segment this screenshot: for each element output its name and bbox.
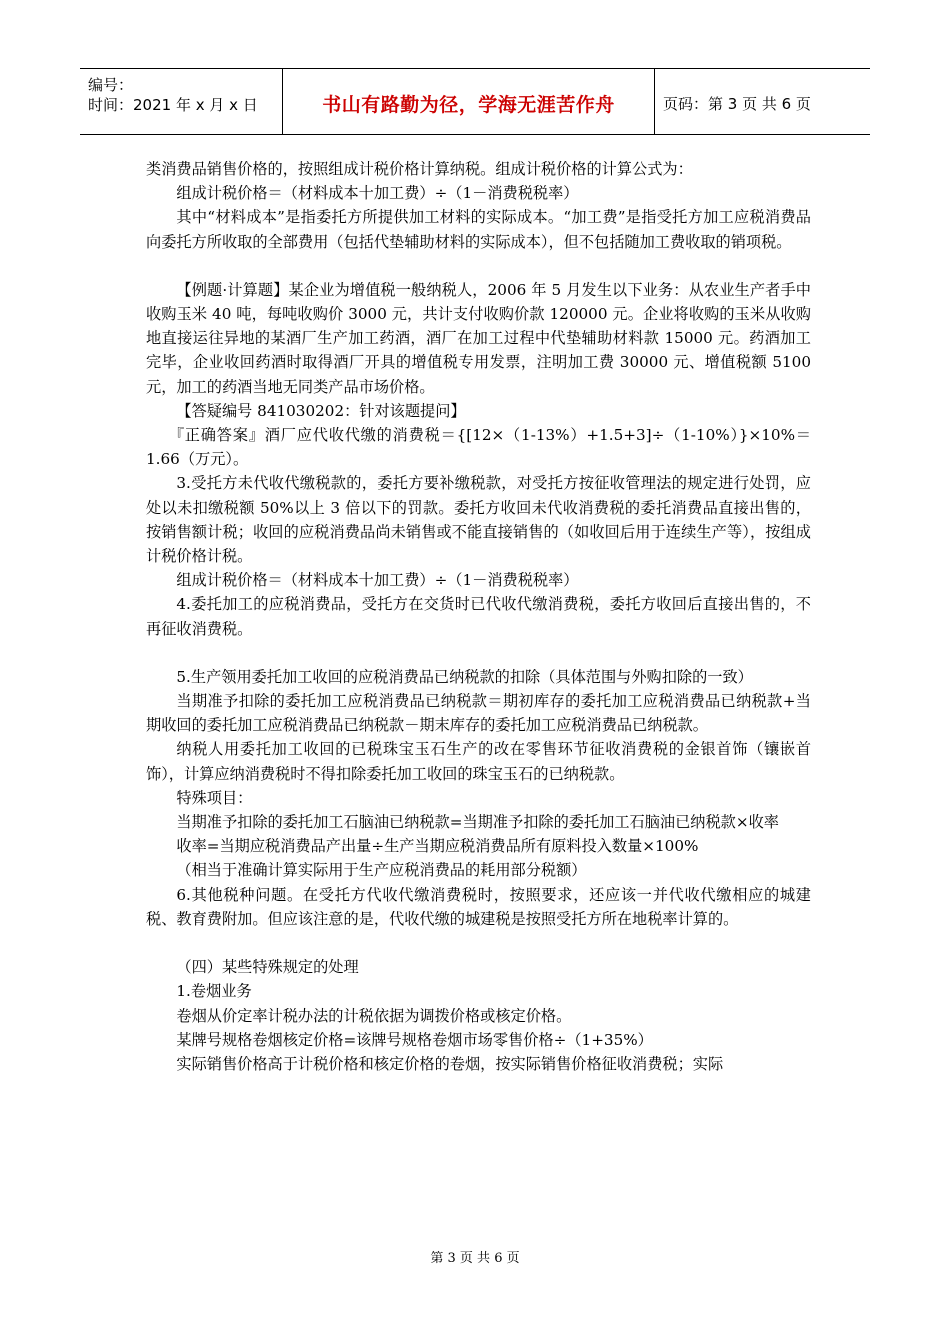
formula-line: 某牌号规格卷烟核定价格=该牌号规格卷烟市场零售价格÷（1+35%） xyxy=(176,1030,653,1049)
document-date-label: 时间：2021 年 x 月 x 日 xyxy=(88,96,258,114)
paragraph: 6.其他税种问题。在受托方代收代缴消费税时，按照要求，还应该一并代收代缴相应的城建税、教育费附加。但应该注意的是，代收代缴的城建税是按照受托方所在地税率计算的。 xyxy=(146,885,811,928)
paragraph: 3.受托方未代收代缴税款的，委托方要补缴税款，对受托方按征收管理法的规定进行处罚，应处以未扣缴税额 50%以上 3 倍以下的罚款。委托方收回未代收消费税的委托消费品直接出售的，按销售额计税；收回的应税消费品尚未销售或不能直接销售的（如收回后用于连续生产等），按组成计税价格计税。 xyxy=(146,474,811,566)
document-body xyxy=(146,157,811,1076)
paragraph: 卷烟从价定率计税办法的计税依据为调拨价格或核定价格。 xyxy=(176,1006,572,1025)
paragraph: 其中“材料成本”是指委托方所提供加工材料的实际成本。“加工费”是指受托方加工应税消费品向委托方所收取的全部费用（包括代垫辅助材料的实际成本），但不包括随加工费收取的销项税。 xyxy=(146,208,811,251)
formula-line: 当期准予扣除的委托加工应税消费品已纳税款＝期初库存的委托加工应税消费品已纳税款+当期收回的委托加工应税消费品已纳税款－期末库存的委托加工应税消费品已纳税款。 xyxy=(146,692,811,735)
section-heading: （四）某些特殊规定的处理 xyxy=(176,958,359,977)
document-number-label: 编号： xyxy=(88,76,134,94)
example-question: 【例题·计算题】某企业为增值税一般纳税人，2006 年 5 月发生以下业务：从农业生产者手中收购玉米 40 吨，每吨收购价 3000 元，共计支付收购价款 120000 元。企业将收购的玉米从收购地直接运往异地的某酒厂生产加工药酒，酒厂在加工过程中代垫辅助材料款 15000 元。药酒加工完毕，企业收回药酒时取得酒厂开具的增值税专用发票，注明加工费 30000 元、增值税额 5100 元，加工的药酒当地无同类产品市场价格。 xyxy=(146,280,811,396)
paragraph: 特殊项目： xyxy=(176,788,253,807)
paragraph: 4.委托加工的应税消费品，受托方在交货时已代收代缴消费税，委托方收回后直接出售的，不再征收消费税。 xyxy=(146,595,811,638)
header-meta xyxy=(80,69,283,134)
formula-line: 当期准予扣除的委托加工石脑油已纳税款=当期准予扣除的委托加工石脑油已纳税款×收率 xyxy=(176,813,779,832)
header-page-number: 页码：第 3 页 共 6 页 xyxy=(663,95,811,113)
header-motto: 书山有路勤为径，学海无涯苦作舟 xyxy=(283,69,655,134)
paragraph: 纳税人用委托加工收回的已税珠宝玉石生产的改在零售环节征收消费税的金银首饰（镶嵌首饰），计算应纳消费税时不得扣除委托加工收回的珠宝玉石的已纳税款。 xyxy=(146,740,811,783)
page-footer: 第 3 页 共 6 页 xyxy=(430,1251,520,1266)
formula-line: 组成计税价格＝（材料成本十加工费）÷（1－消费税税率） xyxy=(176,184,579,203)
correct-answer: 『正确答案』酒厂应代收代缴的消费税＝{[12×（1-13%）+1.5+3]÷（1-10%）}×10%＝1.66（万元）。 xyxy=(146,426,811,469)
qa-reference: 【答疑编号 841030202：针对该题提问】 xyxy=(176,401,466,420)
paragraph: 实际销售价格高于计税价格和核定价格的卷烟，按实际销售价格征收消费税；实际 xyxy=(176,1054,724,1073)
formula-line: 组成计税价格＝（材料成本十加工费）÷（1－消费税税率） xyxy=(176,571,579,590)
section-item-heading: 5.生产领用委托加工收回的应税消费品已纳税款的扣除（具体范围与外购扣除的一致） xyxy=(176,667,753,686)
page-header xyxy=(80,68,870,135)
formula-line: 收率=当期应税消费品产出量÷生产当期应税消费品所有原料投入数量×100% xyxy=(176,837,699,856)
subsection-heading: 1.卷烟业务 xyxy=(176,982,252,1001)
paragraph: 类消费品销售价格的，按照组成计税价格计算纳税。组成计税价格的计算公式为： xyxy=(146,160,693,178)
paragraph: （相当于准确计算实际用于生产应税消费品的耗用部分税额） xyxy=(176,861,587,880)
